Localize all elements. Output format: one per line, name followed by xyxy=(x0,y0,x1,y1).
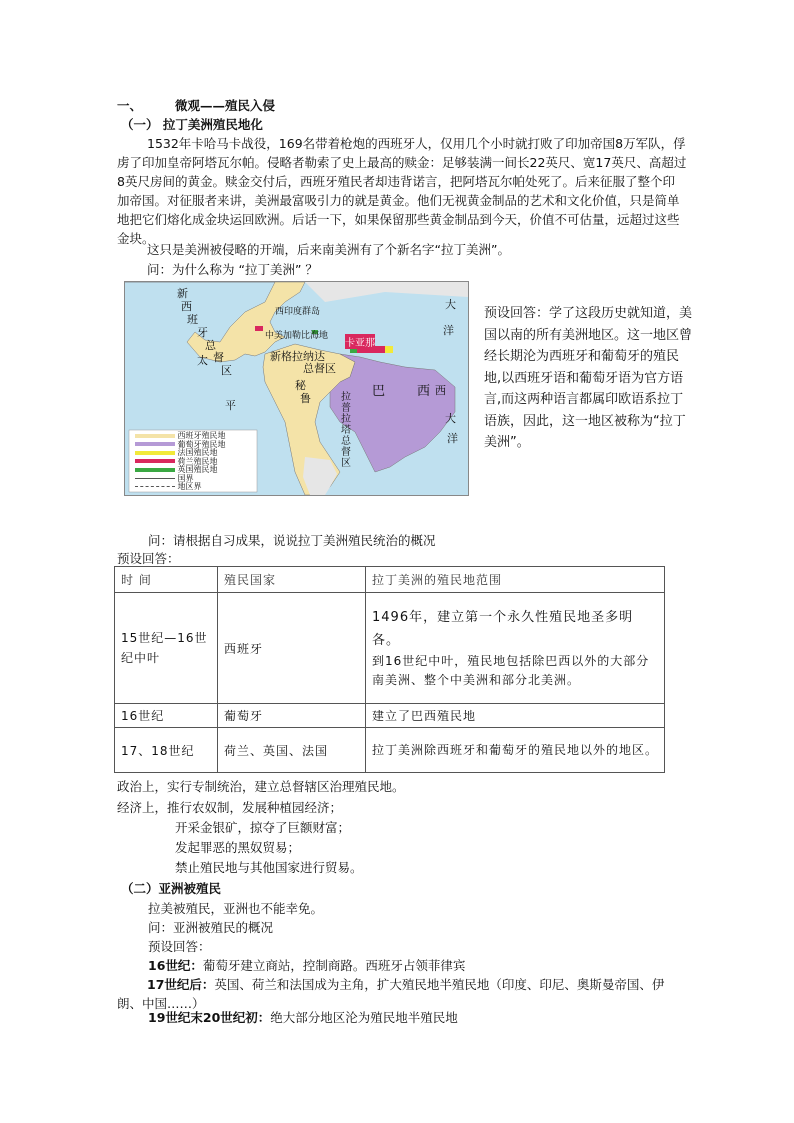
map-label-ping: 平 xyxy=(225,399,236,412)
economy-mining: 开采金银矿，掠夺了巨额财富； xyxy=(175,820,351,835)
map-label-yang: 洋 xyxy=(443,324,454,337)
colonial-table xyxy=(114,566,665,773)
preset-answer-label: 预设回答： xyxy=(117,551,180,566)
asia-preset-label: 预设回答： xyxy=(148,939,211,954)
map-label-qu: 区 xyxy=(221,364,232,377)
asia-16th-text: 葡萄牙建立商站，控制商路。西班牙占领菲律宾 xyxy=(202,958,466,973)
table-cell-time: 16世纪 xyxy=(115,704,218,728)
table-header-time: 时 间 xyxy=(115,567,218,593)
table-cell-scope xyxy=(366,593,665,704)
map-label-ya: 牙 xyxy=(197,326,208,339)
table-cell-country: 西班牙 xyxy=(218,593,366,704)
asia-19th-label: 19世纪末20世纪初： xyxy=(148,1010,271,1025)
paragraph-battle xyxy=(117,134,687,248)
subsection-title-latin-america: （一） 拉丁美洲殖民地化 xyxy=(121,117,263,132)
map-label-xin: 新 xyxy=(177,287,188,300)
map-label-la-plata: 拉普拉塔总督区 xyxy=(341,392,351,469)
legend-swatch-dutch xyxy=(135,459,175,463)
legend-label-british: 英国殖民地 xyxy=(177,465,218,474)
table-cell-scope-line2: 到16世纪中叶，殖民地包括除巴西以外的大部分南美洲、整个中美洲和部分北美洲。 xyxy=(372,654,650,687)
legend-label-region-border: 地区界 xyxy=(177,482,202,491)
asia-19th-text: 绝大部分地区沦为殖民地半殖民地 xyxy=(270,1010,458,1025)
table-row xyxy=(115,593,665,704)
table-row xyxy=(115,704,665,728)
table-cell-scope-line1: 1496年，建立第一个永久性殖民地圣多明各。 xyxy=(372,610,634,648)
economy-trade-ban: 禁止殖民地与其他国家进行贸易。 xyxy=(175,860,363,875)
section-number: 一、 xyxy=(117,98,143,113)
map-label-bi: 秘 xyxy=(295,379,306,392)
paragraph-beginning-text: 这只是美洲被侵略的开端，后来南美洲有了个新名字“拉丁美洲”。 xyxy=(147,242,510,257)
asia-16th-label: 16世纪： xyxy=(148,958,203,973)
question-why-latin xyxy=(117,260,687,279)
table-header-row xyxy=(115,567,665,593)
map-label-du: 督 xyxy=(213,351,224,364)
map-label-brazil-xi: 西 xyxy=(417,384,431,399)
subsection-title-asia: （二）亚洲被殖民 xyxy=(121,881,222,896)
legend-swatch-region-border xyxy=(135,486,175,487)
map-label-atlantic-da: 大 xyxy=(445,412,456,425)
politics-text: 政治上，实行专制统治，建立总督辖区治理殖民地。 xyxy=(117,779,405,794)
map-label-ba: 巴 xyxy=(372,384,386,399)
legend-label-portuguese: 葡萄牙殖民地 xyxy=(177,439,226,449)
legend-label-french: 法国殖民地 xyxy=(177,448,218,457)
section-title: 微观——殖民入侵 xyxy=(175,98,276,113)
asia-intro: 拉美被殖民，亚洲也不能幸免。 xyxy=(148,901,324,916)
legend-swatch-british xyxy=(135,468,175,472)
question-overview: 问：请根据自习成果，说说拉丁美洲殖民统治的概况 xyxy=(148,533,436,548)
map-label-zong: 总 xyxy=(205,339,216,352)
map-label-tai: 太 xyxy=(197,354,208,367)
paragraph-beginning xyxy=(117,240,687,259)
map-label-ban: 班 xyxy=(187,313,198,326)
legend-swatch-french xyxy=(135,451,175,455)
legend-label-border: 国界 xyxy=(177,473,194,483)
map-label-west-indies: 西印度群岛 xyxy=(275,307,321,317)
asia-17th-label: 17世纪后： xyxy=(147,977,215,992)
map-label-da: 大 xyxy=(445,298,456,311)
table-header-country: 殖民国家 xyxy=(218,567,366,593)
answer-why-latin: 预设回答：学了这段历史就知道，美国以南的所有美洲地区。这一地区曾经长期沦为西班牙和葡萄牙的殖民地,以西班牙语和葡萄牙语为官方语言,而这两种语言都属印欧语系拉丁语族，因此，这一地区被称为“拉丁美洲”。 xyxy=(484,306,693,450)
asia-16th xyxy=(148,956,465,974)
question-why-latin-text: 问：为什么称为 “拉丁美洲” ？ xyxy=(147,262,318,277)
map-label-atlantic-yang: 洋 xyxy=(447,432,458,445)
table-row xyxy=(115,728,665,773)
map-label-xi: 西 xyxy=(181,300,192,313)
map-label-viceroyalty: 总督区 xyxy=(303,362,336,375)
legend-region-border xyxy=(135,483,226,492)
map-label-new-granada: 新格拉纳达 xyxy=(270,350,325,363)
table-cell-time: 15世纪—16世纪中叶 xyxy=(115,593,218,704)
table-cell-country: 荷兰、英国、法国 xyxy=(218,728,366,773)
paragraph-battle-text: 1532年卡哈马卡战役，169名带着枪炮的西班牙人，仅用几个小时就打败了印加帝国8万军队，俘虏了印加皇帝阿塔瓦尔帕。侵略者勒索了史上最高的赎金：足够装满一间长22英尺、宽17英尺、高超过8英尺房间的黄金。赎金交付后，西班牙殖民者却违背诺言，把阿塔瓦尔帕处死了。后来征服了整个印加帝国。对征服者来讲，美洲最富吸引力的就是黄金。他们无视黄金制品的艺术和文化价值，只是简单地把它们熔化成金块运回欧洲。后话一下，如果保留那些黄金制品到今天，价值不可估量，远超过这些金块。 xyxy=(117,136,687,246)
legend-swatch-portuguese xyxy=(135,442,175,446)
economy-text: 经济上，推行农奴制，发展种植园经济； xyxy=(117,800,343,815)
table-cell-scope: 拉丁美洲除西班牙和葡萄牙的殖民地以外的地区。 xyxy=(366,728,665,773)
legend-label-dutch: 荷兰殖民地 xyxy=(177,456,218,466)
table-header-scope: 拉丁美洲的殖民地范围 xyxy=(366,567,665,593)
map-label-guiana: 卡亚那 xyxy=(345,334,375,349)
legend-label-spanish: 西班牙殖民地 xyxy=(177,431,226,440)
map-region-caribbean-dutch xyxy=(255,326,263,331)
legend-swatch-border xyxy=(135,478,175,479)
table-cell-scope: 建立了巴西殖民地 xyxy=(366,704,665,728)
asia-question: 问：亚洲被殖民的概况 xyxy=(148,920,274,935)
asia-17th-text: 英国、荷兰和法国成为主角，扩大殖民地半殖民地（印度、印尼、奥斯曼帝国、伊朗、中国……） xyxy=(117,977,665,1011)
colonial-map xyxy=(124,281,469,496)
map-label-lu: 鲁 xyxy=(300,392,311,405)
economy-slave-trade: 发起罪恶的黑奴贸易； xyxy=(175,840,301,855)
legend-swatch-spanish xyxy=(135,434,175,438)
table-cell-country: 葡萄牙 xyxy=(218,704,366,728)
map-region-french xyxy=(385,346,393,353)
asia-19th xyxy=(148,1008,458,1026)
map-label-caribbean: 中美加勒比海地 xyxy=(265,331,329,341)
map-legend xyxy=(135,432,226,492)
table-cell-time: 17、18世纪 xyxy=(115,728,218,773)
map-label-atlantic-xi: 西 xyxy=(435,384,446,397)
